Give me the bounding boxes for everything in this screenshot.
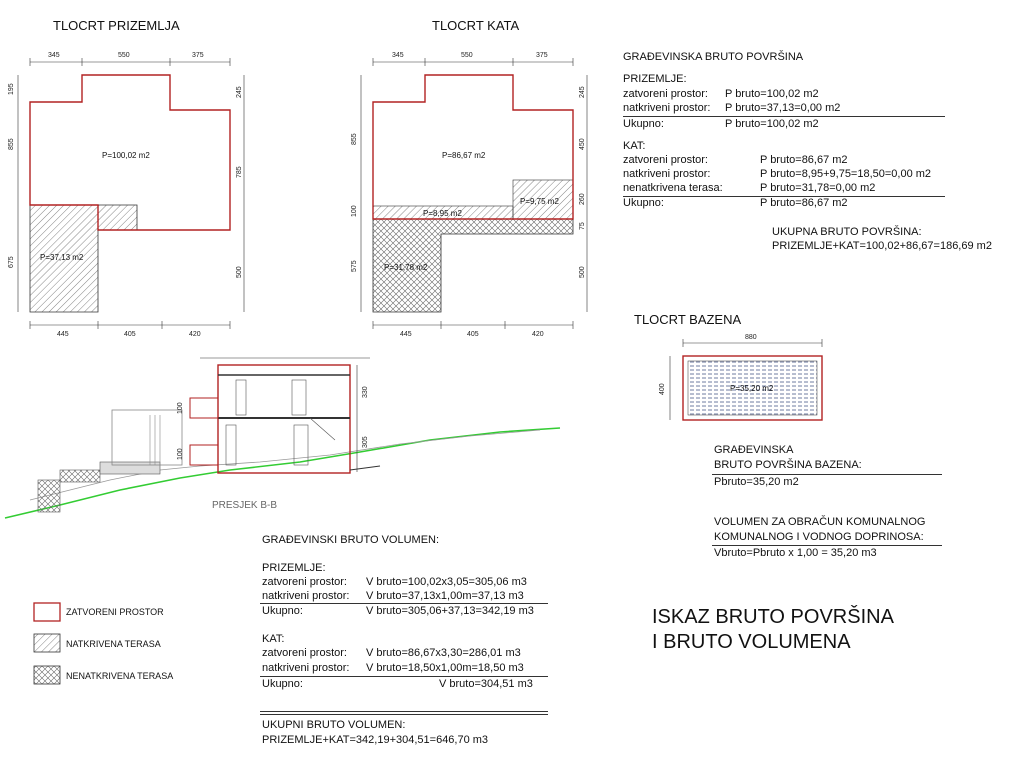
gv-floor-row-2-label: natkriveni prostor: xyxy=(262,662,350,674)
gv-total-rule-top xyxy=(260,711,548,712)
gp-dim-right-3: 500 xyxy=(236,266,243,278)
fp-dim-right-2: 450 xyxy=(579,138,586,150)
gp-dim-right-2: 785 xyxy=(236,166,243,178)
ga-ground-row-2-value: P bruto=37,13=0,00 m2 xyxy=(725,102,841,114)
ga-ground-row-3-value: P bruto=100,02 m2 xyxy=(725,118,819,130)
section-dim-1: 330 xyxy=(362,386,369,398)
legend-swatch-closed xyxy=(34,603,60,621)
gv-ground-row-2-value: V bruto=37,13x1,00m=37,13 m3 xyxy=(366,590,524,602)
pool-volume-title-1: VOLUMEN ZA OBRAČUN KOMUNALNOG xyxy=(714,516,926,528)
pool-volume-title-2: KOMUNALNOG I VODNOG DOPRINOSA: xyxy=(714,531,924,543)
fp-area-terrace-a: P=8,95 m2 xyxy=(423,209,462,218)
gv-ground-row-3-label: Ukupno: xyxy=(262,605,303,617)
fp-area-open: P=31,78 m2 xyxy=(384,263,428,272)
ga-floor-row-3-label: nenatkrivena terasa: xyxy=(623,182,723,194)
gv-floor-row-3-value: V bruto=304,51 m3 xyxy=(439,678,533,690)
section-bb xyxy=(5,358,560,518)
fp-dim-right-1: 245 xyxy=(579,86,586,98)
pool-volume-rule xyxy=(712,545,942,546)
gross-area-ground-label: PRIZEMLJE: xyxy=(623,73,687,85)
gp-dim-left-3: 675 xyxy=(8,256,15,268)
gp-area-covered: P=37,13 m2 xyxy=(40,253,84,262)
ga-floor-row-1-label: zatvoreni prostor: xyxy=(623,154,708,166)
fp-dim-right-4: 75 xyxy=(579,222,586,230)
gv-floor-row-2-value: V bruto=18,50x1,00m=18,50 m3 xyxy=(366,662,524,674)
fp-dim-bottom-3: 420 xyxy=(532,331,544,338)
gv-ground-rule xyxy=(260,603,548,604)
fp-dim-right-5: 500 xyxy=(579,266,586,278)
ga-total-value: PRIZEMLJE+KAT=100,02+86,67=186,69 m2 xyxy=(772,240,992,252)
floor-plan xyxy=(351,52,587,338)
gross-area-title: GRAĐEVINSKA BRUTO POVRŠINA xyxy=(623,51,804,63)
floor-plan-title: TLOCRT KATA xyxy=(432,18,520,33)
legend-open-label: NENATKRIVENA TERASA xyxy=(66,671,174,681)
ga-ground-row-2-label: natkriveni prostor: xyxy=(623,102,711,114)
gp-dim-left-2: 855 xyxy=(8,138,15,150)
ga-floor-row-4-value: P bruto=86,67 m2 xyxy=(760,197,848,209)
fp-dim-left-3: 575 xyxy=(351,260,358,272)
gp-dim-left-1: 195 xyxy=(8,83,15,95)
pool-volume-value: Vbruto=Pbruto x 1,00 = 35,20 m3 xyxy=(714,547,877,559)
gp-dim-top-2: 550 xyxy=(118,52,130,59)
ga-floor-row-2-label: natkriveni prostor: xyxy=(623,168,711,180)
ga-ground-rule xyxy=(623,116,945,117)
legend-swatch-open xyxy=(34,666,60,684)
pool-gross-rule xyxy=(712,474,942,475)
ga-ground-row-3-label: Ukupno: xyxy=(623,118,664,130)
ga-total-title: UKUPNA BRUTO POVRŠINA: xyxy=(772,226,922,238)
section-title: PRESJEK B-B xyxy=(212,500,278,511)
fp-area-terrace-b: P=9,75 m2 xyxy=(520,197,559,206)
fp-dim-bottom-2: 405 xyxy=(467,331,479,338)
main-title-line-1: ISKAZ BRUTO POVRŠINA xyxy=(652,606,894,628)
pool-area: P=35,20 m2 xyxy=(730,384,774,393)
fp-dim-left-1: 855 xyxy=(351,133,358,145)
ga-ground-row-1-value: P bruto=100,02 m2 xyxy=(725,88,819,100)
gp-dim-right-1: 245 xyxy=(236,86,243,98)
ga-floor-row-2-value: P bruto=8,95+9,75=18,50=0,00 m2 xyxy=(760,168,932,180)
gross-volume-title: GRAĐEVINSKI BRUTO VOLUMEN: xyxy=(262,534,440,546)
pool-gross-value: Pbruto=35,20 m2 xyxy=(714,476,799,488)
ground-plan xyxy=(8,52,244,338)
pool-title: TLOCRT BAZENA xyxy=(634,312,742,327)
pool-dim-height: 400 xyxy=(659,383,666,395)
fp-dim-right-3: 260 xyxy=(579,193,586,205)
fp-dim-top-3: 375 xyxy=(536,52,548,59)
gv-total-value: PRIZEMLJE+KAT=342,19+304,51=646,70 m3 xyxy=(262,734,489,746)
gp-dim-bottom-1: 445 xyxy=(57,331,69,338)
gross-volume-floor-label: KAT: xyxy=(262,633,285,645)
legend-covered-label: NATKRIVENA TERASA xyxy=(66,639,161,649)
legend-closed-label: ZATVORENI PROSTOR xyxy=(66,607,164,617)
gv-floor-row-1-value: V bruto=86,67x3,30=286,01 m3 xyxy=(366,647,521,659)
ga-floor-row-3-value: P bruto=31,78=0,00 m2 xyxy=(760,182,876,194)
gp-dim-top-3: 375 xyxy=(192,52,204,59)
gp-dim-top-1: 345 xyxy=(48,52,60,59)
gv-ground-row-3-value: V bruto=305,06+37,13=342,19 m3 xyxy=(366,605,534,617)
fp-dim-top-2: 550 xyxy=(461,52,473,59)
section-dim-4: 100 xyxy=(177,448,184,460)
gv-floor-row-1-label: zatvoreni prostor: xyxy=(262,647,347,659)
legend-swatch-covered xyxy=(34,634,60,652)
gross-volume-ground-label: PRIZEMLJE: xyxy=(262,562,326,574)
fp-dim-bottom-1: 445 xyxy=(400,331,412,338)
pool-gross-title-1: GRAĐEVINSKA xyxy=(714,444,794,456)
fp-dim-left-2: 100 xyxy=(351,205,358,217)
gv-floor-row-3-label: Ukupno: xyxy=(262,678,303,690)
pool-gross-title-2: BRUTO POVRŠINA BAZENA: xyxy=(714,459,862,471)
fp-dim-top-1: 345 xyxy=(392,52,404,59)
ga-floor-row-4-label: Ukupno: xyxy=(623,197,664,209)
ground-plan-title: TLOCRT PRIZEMLJA xyxy=(53,18,180,33)
gv-total-rule-top-2 xyxy=(260,714,548,715)
gross-area-floor-label: KAT: xyxy=(623,140,646,152)
ga-ground-row-1-label: zatvoreni prostor: xyxy=(623,88,708,100)
gv-ground-row-2-label: natkriveni prostor: xyxy=(262,590,350,602)
gv-floor-rule xyxy=(260,676,548,677)
pool-dim-width: 880 xyxy=(745,334,757,341)
gv-total-title: UKUPNI BRUTO VOLUMEN: xyxy=(262,719,406,731)
main-title-line-2: I BRUTO VOLUMENA xyxy=(652,631,851,653)
gv-ground-row-1-value: V bruto=100,02x3,05=305,06 m3 xyxy=(366,576,527,588)
gp-area-closed: P=100,02 m2 xyxy=(102,151,150,160)
fp-area-closed: P=86,67 m2 xyxy=(442,151,486,160)
section-dim-3: 100 xyxy=(177,402,184,414)
ga-floor-row-1-value: P bruto=86,67 m2 xyxy=(760,154,848,166)
pool-plan xyxy=(659,334,822,420)
gp-dim-bottom-3: 420 xyxy=(189,331,201,338)
section-dim-2: 305 xyxy=(362,436,369,448)
legend xyxy=(34,603,60,684)
gv-ground-row-1-label: zatvoreni prostor: xyxy=(262,576,347,588)
gp-dim-bottom-2: 405 xyxy=(124,331,136,338)
